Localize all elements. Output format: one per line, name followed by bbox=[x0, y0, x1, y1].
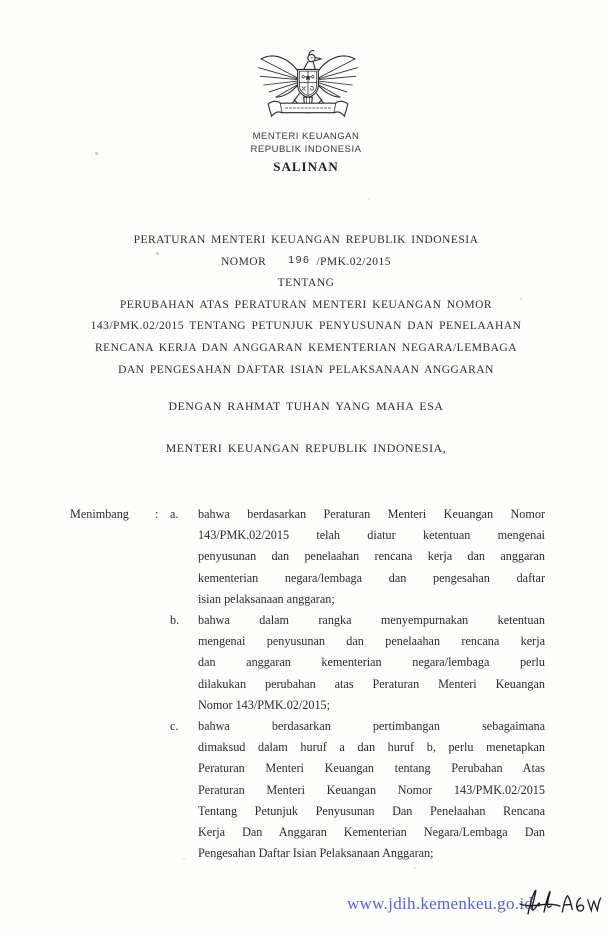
ministry-name-line1: MENTERI KEUANGAN bbox=[252, 131, 360, 142]
item-letter: a. bbox=[170, 507, 179, 521]
ministry-name-line2: REPUBLIK INDONESIA bbox=[250, 143, 362, 155]
subject-line: PERUBAHAN ATAS PERATURAN MENTERI KEUANGAN NOMOR bbox=[119, 298, 493, 311]
handwritten-initials-a6w bbox=[559, 892, 604, 918]
consideration-text-line: Peraturan Menteri Keuangan tentang Perubahan Atas bbox=[198, 761, 545, 776]
subject-line: DAN PENGESAHAN DAFTAR ISIAN PELAKSANAAN ANGGARAN bbox=[118, 363, 494, 376]
letterhead bbox=[0, 131, 612, 156]
consideration-item-a bbox=[70, 504, 545, 610]
tentang-label: TENTANG bbox=[277, 277, 335, 290]
handwritten-paraf-mark bbox=[516, 882, 564, 918]
consideration-item-b bbox=[70, 610, 545, 716]
consideration-text-line: kementerian negara/lembaga dan pengesahan daftar bbox=[198, 570, 545, 585]
consideration-text-line: isian pelaksanaan anggaran; bbox=[198, 591, 335, 606]
item-letter: b. bbox=[170, 613, 180, 628]
scan-speck bbox=[368, 198, 370, 200]
garuda-pancasila-emblem bbox=[256, 46, 360, 124]
nomor-number: 196 bbox=[288, 253, 311, 266]
scan-speck bbox=[414, 867, 416, 869]
subject-line: RENCANA KERJA DAN ANGGARAN KEMENTERIAN NEGARA/LEMBAGA bbox=[94, 341, 518, 354]
scan-speck bbox=[520, 298, 522, 300]
consideration-text-line: Pengesahan Daftar Isian Pelaksanaan Anggaran; bbox=[198, 846, 434, 861]
nomor-suffix: /PMK.02/2015 bbox=[316, 255, 392, 268]
copy-stamp-salinan: SALINAN bbox=[273, 159, 339, 174]
jdih-watermark-url: www.jdih.kemenkeu.go.id bbox=[347, 894, 534, 913]
consideration-text-line: dimaksud dalam huruf a dan huruf b, perlu menetapkan bbox=[198, 740, 545, 755]
authority-line: MENTERI KEUANGAN REPUBLIK INDONESIA, bbox=[165, 441, 447, 455]
subject-line: 143/PMK.02/2015 TENTANG PETUNJUK PENYUSUNAN DAN PENELAAHAN bbox=[90, 320, 522, 333]
consideration-text-line: Kerja Dan Anggaran Kementerian Negara/Lembaga Dan bbox=[198, 825, 545, 840]
consideration-text-line: bahwa dalam rangka menyempurnakan ketentuan bbox=[198, 613, 545, 628]
consideration-text-line: Tentang Petunjuk Penyusunan Dan Penelaahan Rencana bbox=[198, 803, 545, 818]
consideration-item-c bbox=[70, 716, 545, 864]
consideration-text-line: 143/PMK.02/2015 telah diatur ketentuan mengenai bbox=[198, 528, 545, 543]
nomor-label: NOMOR bbox=[220, 255, 267, 268]
item-letter: c. bbox=[170, 719, 179, 734]
consideration-text-line: Peraturan Menteri Keuangan Nomor 143/PMK.02/2015 bbox=[198, 782, 545, 797]
scan-speck bbox=[95, 152, 98, 155]
scan-speck bbox=[183, 858, 185, 860]
consideration-text-line: dilakukan perubahan atas Peraturan Menteri Keuangan bbox=[198, 676, 545, 691]
regulation-number-line bbox=[68, 252, 544, 274]
regulation-title-line1: PERATURAN MENTERI KEUANGAN REPUBLIK INDONESIA bbox=[133, 234, 479, 246]
considerations-section bbox=[70, 504, 545, 864]
consideration-text-line: mengenai penyusunan dan penelaahan rencana kerja bbox=[198, 634, 545, 649]
regulation-title-block bbox=[68, 230, 544, 381]
menimbang-label: Menimbang bbox=[70, 507, 129, 521]
invocation-line: DENGAN RAHMAT TUHAN YANG MAHA ESA bbox=[168, 399, 444, 413]
consideration-text-line: Nomor 143/PMK.02/2015; bbox=[198, 697, 331, 712]
scan-speck bbox=[156, 252, 159, 255]
consideration-text-line: penyusunan dan penelaahan rencana kerja dan anggaran bbox=[198, 549, 545, 564]
consideration-text-line: dan anggaran kementerian negara/lembaga perlu bbox=[198, 655, 545, 670]
menimbang-colon: : bbox=[155, 507, 159, 521]
consideration-text-line: bahwa berdasarkan Peraturan Menteri Keuangan Nomor bbox=[198, 507, 545, 521]
consideration-text-line: bahwa berdasarkan pertimbangan sebagaimana bbox=[198, 719, 545, 734]
